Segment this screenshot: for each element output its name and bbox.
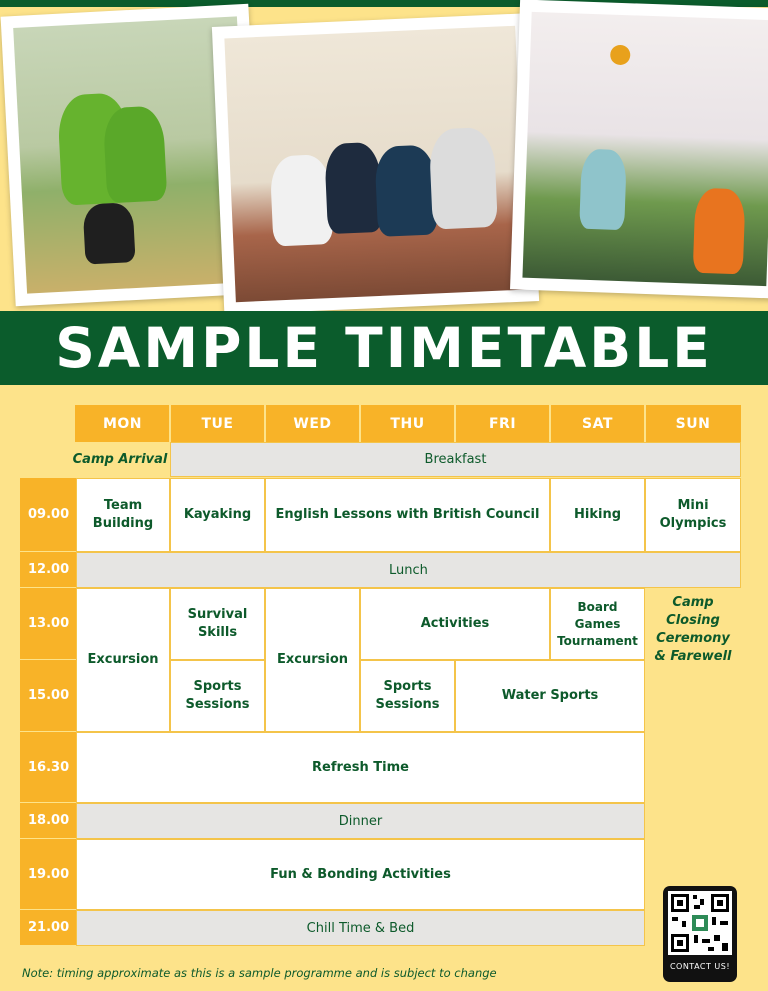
sports-sessions-thu-cell: Sports Sessions	[360, 660, 455, 732]
qr-contact[interactable]	[663, 886, 737, 982]
excursion-wed-cell: Excursion	[265, 588, 360, 732]
bonding-activities-cell: Fun & Bonding Activities	[76, 839, 645, 910]
header-sun: SUN	[645, 405, 741, 442]
team-building-cell: Team Building	[76, 478, 170, 552]
time-2100: 21.00	[20, 910, 76, 945]
survival-skills-cell: Survival Skills	[170, 588, 265, 660]
dinner-cell: Dinner	[76, 803, 645, 839]
header-divider	[169, 405, 171, 442]
photo-volleyball	[510, 0, 768, 299]
qr-code-icon	[668, 891, 732, 955]
header-divider	[454, 405, 456, 442]
page-title: SAMPLE TIMETABLE	[55, 316, 713, 380]
activities-cell: Activities	[360, 588, 550, 660]
header-divider	[644, 405, 646, 442]
time-1200: 12.00	[20, 552, 76, 587]
footnote: Note: timing approximate as this is a sample programme and is subject to change	[22, 966, 497, 980]
time-1300: 13.00	[20, 588, 76, 659]
hiking-cell: Hiking	[550, 478, 645, 552]
contact-us-label: CONTACT US!	[669, 962, 731, 971]
excursion-mon-cell: Excursion	[76, 588, 170, 732]
lunch-cell: Lunch	[76, 552, 741, 588]
title-band	[0, 311, 768, 385]
time-1630: 16.30	[20, 732, 76, 802]
time-1800: 18.00	[20, 803, 76, 838]
header-mon: MON	[75, 405, 170, 442]
photo-group-friends	[212, 13, 539, 314]
sports-sessions-tue-cell: Sports Sessions	[170, 660, 265, 732]
breakfast-cell: Breakfast	[170, 442, 741, 477]
header-divider	[549, 405, 551, 442]
header-tue: TUE	[170, 405, 265, 442]
refresh-time-cell: Refresh Time	[76, 732, 645, 803]
chill-time-cell: Chill Time & Bed	[76, 910, 645, 946]
kayaking-cell: Kayaking	[170, 478, 265, 552]
closing-ceremony-note: Camp Closing Ceremony & Farewell	[654, 595, 732, 664]
time-0900: 09.00	[20, 478, 76, 551]
header-sat: SAT	[550, 405, 645, 442]
english-lessons-cell: English Lessons with British Council	[265, 478, 550, 552]
camp-arrival-note: Camp Arrival	[72, 451, 168, 467]
header-fri: FRI	[455, 405, 550, 442]
time-1500: 15.00	[20, 660, 76, 731]
mini-olympics-cell: Mini Olympics	[645, 478, 741, 552]
header-thu: THU	[360, 405, 455, 442]
time-1900: 19.00	[20, 839, 76, 909]
water-sports-cell: Water Sports	[455, 660, 645, 732]
header-divider	[264, 405, 266, 442]
board-games-cell: Board Games Tournament	[550, 588, 645, 660]
header-divider	[359, 405, 361, 442]
header-wed: WED	[265, 405, 360, 442]
